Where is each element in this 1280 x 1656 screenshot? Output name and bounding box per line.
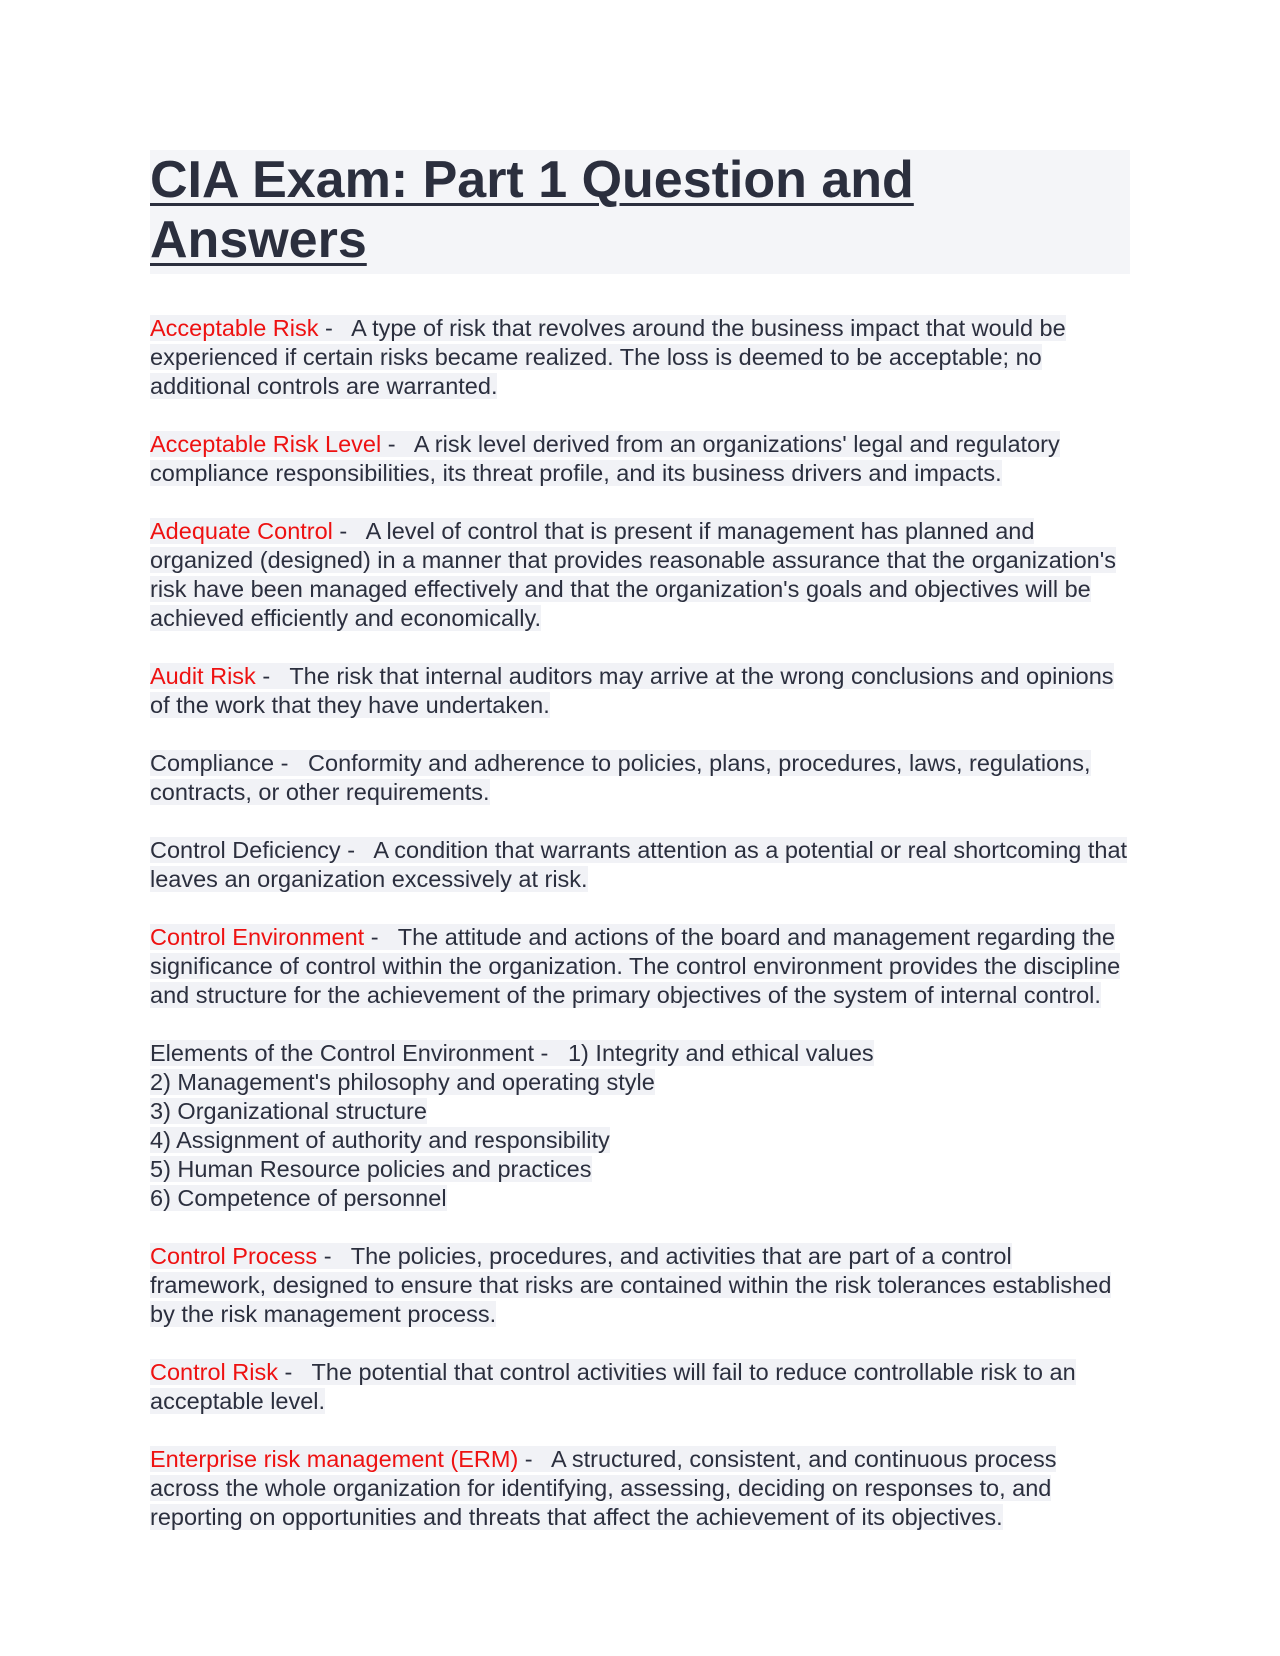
term-separator: - — [534, 1040, 568, 1066]
glossary-term: Control Process — [150, 1243, 318, 1269]
glossary-list — [150, 314, 1130, 1532]
glossary-entry — [150, 314, 1130, 401]
glossary-term: Control Deficiency — [150, 837, 341, 863]
glossary-term: Acceptable Risk Level — [150, 431, 382, 457]
glossary-definition: The potential that control activities will fail to reduce controllable risk to an acceptable level. — [150, 1359, 1076, 1414]
glossary-entry — [150, 1445, 1130, 1532]
term-separator: - — [274, 750, 309, 776]
glossary-definition: The risk that internal auditors may arrive at the wrong conclusions and opinions of the work that they have undertaken. — [150, 663, 1114, 718]
glossary-definition: Conformity and adherence to policies, plans, procedures, laws, regulations, contracts, or other requirements. — [150, 750, 1091, 805]
glossary-term: Adequate Control — [150, 518, 333, 544]
glossary-entry — [150, 517, 1130, 633]
glossary-definition: A structured, consistent, and continuous process across the whole organization for identifying, assessing, deciding on responses to, and reporting on opportunities and threats that affect the achievement of its objectives. — [150, 1446, 1057, 1530]
glossary-term: Enterprise risk management (ERM) — [150, 1446, 519, 1472]
list-item: 6) Competence of personnel — [150, 1185, 447, 1211]
term-separator: - — [518, 1446, 551, 1472]
document-page — [150, 150, 1130, 1561]
list-item: 5) Human Resource policies and practices — [150, 1156, 592, 1182]
glossary-entry — [150, 836, 1130, 894]
term-separator: - — [332, 518, 366, 544]
glossary-definition: A level of control that is present if management has planned and organized (designed) in a manner that provides reasonable assurance that the organization's risk have been managed effectively and that the organization's goals and objectives will be achieved efficiently and economically. — [150, 518, 1116, 631]
term-separator: - — [255, 663, 290, 689]
term-separator: - — [364, 924, 398, 950]
glossary-entry — [150, 1358, 1130, 1416]
glossary-definition: The attitude and actions of the board and management regarding the significance of control within the organization. The control environment provides the discipline and structure for the achievement of the primary objectives of the system of internal control. — [150, 924, 1121, 1008]
glossary-entry — [150, 923, 1130, 1010]
glossary-term: Control Risk — [150, 1359, 278, 1385]
glossary-definition: The policies, procedures, and activities that are part of a control framework, designed to ensure that risks are contained within the risk tolerances established by the risk management process. — [150, 1243, 1112, 1327]
glossary-entry — [150, 1242, 1130, 1329]
term-separator: - — [318, 315, 352, 341]
list-item: 3) Organizational structure — [150, 1098, 427, 1124]
glossary-definition: A type of risk that revolves around the business impact that would be experienced if certain risks became realized. The loss is deemed to be acceptable; no additional controls are warranted. — [150, 315, 1066, 399]
glossary-definition: A condition that warrants attention as a potential or real shortcoming that leaves an organization excessively at risk. — [150, 837, 1128, 892]
glossary-definition: 1) Integrity and ethical values — [567, 1040, 874, 1066]
term-separator: - — [277, 1359, 312, 1385]
glossary-term: Compliance — [150, 750, 275, 776]
glossary-entry — [150, 662, 1130, 720]
glossary-entry — [150, 1039, 1130, 1213]
list-item: 4) Assignment of authority and responsibility — [150, 1127, 610, 1153]
glossary-entry — [150, 430, 1130, 488]
glossary-entry — [150, 749, 1130, 807]
list-item: 2) Management's philosophy and operating style — [150, 1069, 655, 1095]
glossary-term: Audit Risk — [150, 663, 256, 689]
term-separator: - — [381, 431, 414, 457]
glossary-definition: A risk level derived from an organizations' legal and regulatory compliance responsibilities, its threat profile, and its business drivers and impacts. — [150, 431, 1060, 486]
document-title: CIA Exam: Part 1 Question and Answers — [150, 150, 1130, 274]
glossary-term: Elements of the Control Environment — [150, 1040, 535, 1066]
glossary-term: Acceptable Risk — [150, 315, 319, 341]
glossary-term: Control Environment — [150, 924, 365, 950]
term-separator: - — [317, 1243, 351, 1269]
term-separator: - — [340, 837, 374, 863]
